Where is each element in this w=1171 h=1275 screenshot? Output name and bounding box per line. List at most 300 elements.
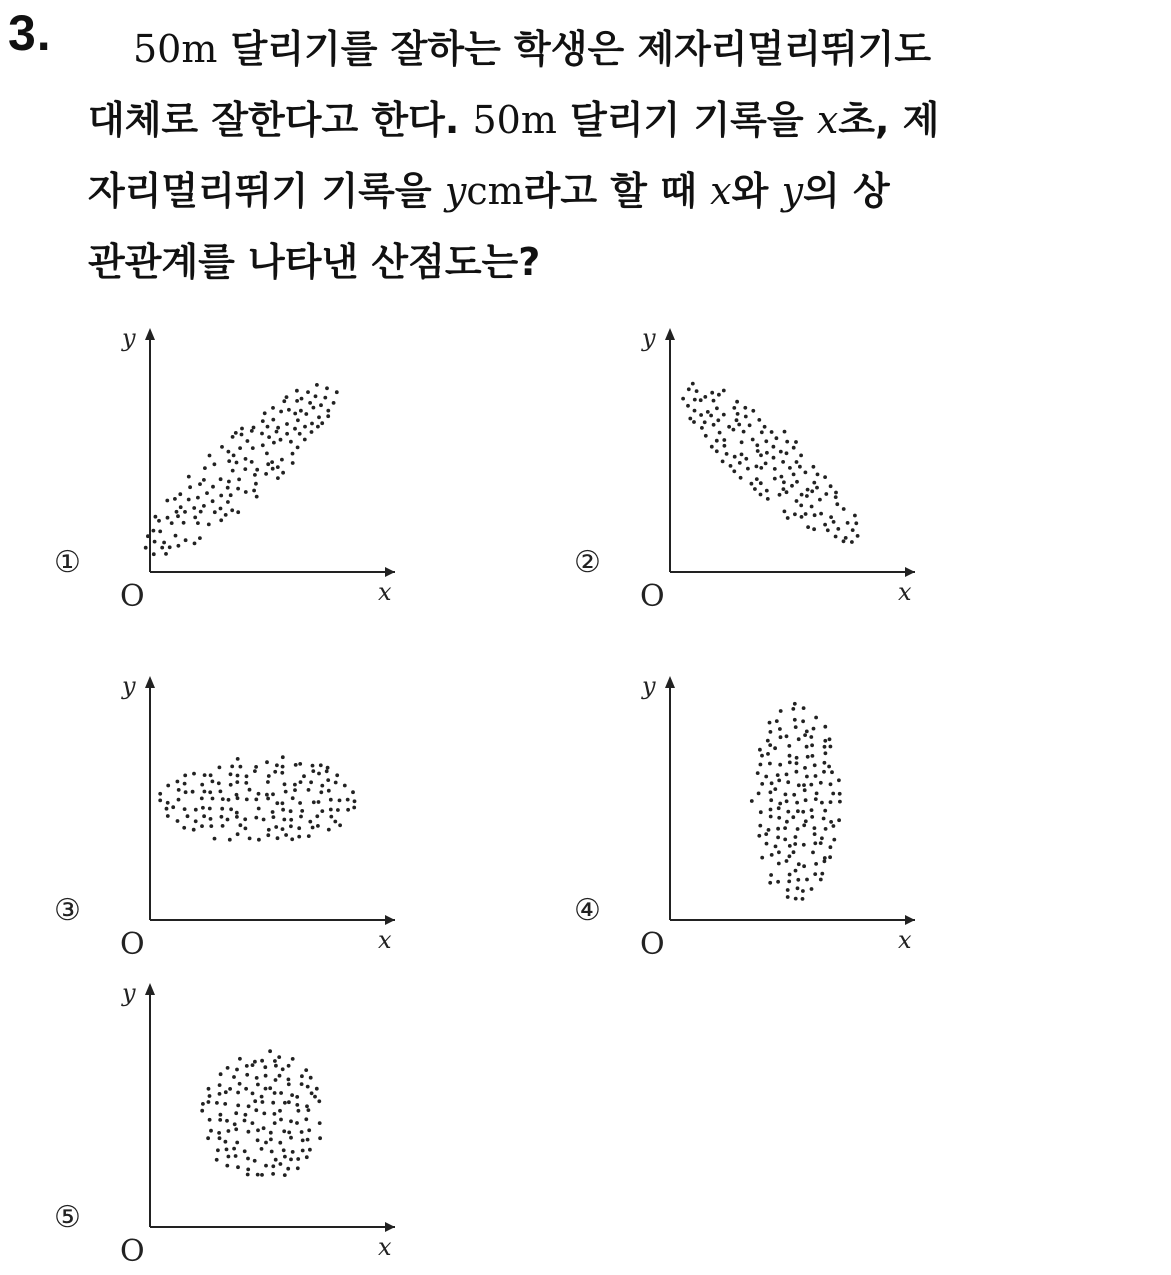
scatter-dot: [735, 400, 739, 404]
scatter-dot: [228, 1087, 232, 1091]
scatter-dot: [353, 799, 357, 803]
scatter-dot: [255, 468, 259, 472]
scatter-dot: [291, 452, 295, 456]
scatter-dot: [227, 459, 231, 463]
scatter-dot: [299, 780, 303, 784]
scatter-dot: [329, 815, 333, 819]
scatter-dot: [244, 1087, 248, 1091]
scatter-dot: [274, 1064, 278, 1068]
scatter-dot: [260, 1095, 264, 1099]
math-cm: cm: [466, 169, 524, 213]
scatter-dot: [687, 387, 691, 391]
scatter-dot: [229, 772, 233, 776]
scatter-dot: [271, 1164, 275, 1168]
scatter-dot: [194, 808, 198, 812]
scatter-dot: [317, 1099, 321, 1103]
choice-number: ③: [54, 893, 81, 928]
scatter-dot: [801, 897, 805, 901]
scatter-dot: [759, 810, 763, 814]
scatter-dot: [727, 425, 731, 429]
scatter-dot: [219, 507, 223, 511]
scatter-dot: [744, 457, 748, 461]
scatter-dot: [276, 426, 280, 430]
scatter-dot: [308, 820, 312, 824]
scatter-dot: [695, 389, 699, 393]
scatter-dot: [211, 499, 215, 503]
scatter-dot: [736, 412, 740, 416]
scatter-dot: [819, 781, 823, 785]
scatter-points: [144, 383, 339, 556]
scatter-plot-4[interactable]: [570, 668, 970, 968]
y-axis-label: y: [122, 979, 136, 1007]
scatter-dot: [691, 382, 695, 386]
scatter-dot: [234, 1111, 238, 1115]
scatter-dot: [768, 721, 772, 725]
scatter-dot: [225, 1119, 229, 1123]
scatter-dot: [300, 397, 304, 401]
scatter-dot: [201, 1102, 205, 1106]
scatter-dot: [310, 430, 314, 434]
scatter-dot: [289, 440, 293, 444]
scatter-dot: [218, 1083, 222, 1087]
scatter-dot: [769, 730, 773, 734]
scatter-dot: [778, 763, 782, 767]
scatter-dot: [256, 1083, 260, 1087]
scatter-dot: [307, 1108, 311, 1112]
x-axis-label: x: [898, 578, 912, 606]
scatter-dot: [810, 489, 814, 493]
scatter-dot: [319, 790, 323, 794]
scatter-dot: [725, 452, 729, 456]
question-line-3: [88, 156, 1148, 227]
y-axis-arrow: [145, 328, 155, 340]
scatter-dot: [209, 1129, 213, 1133]
scatter-dot: [327, 789, 331, 793]
scatter-dot: [245, 774, 249, 778]
scatter-dot: [243, 467, 247, 471]
scatter-dot: [316, 824, 320, 828]
scatter-dot: [794, 897, 798, 901]
scatter-dot: [178, 492, 182, 496]
scatter-dot: [310, 422, 314, 426]
scatter-dot: [692, 420, 696, 424]
scatter-dot: [278, 1074, 282, 1078]
scatter-dot: [282, 1148, 286, 1152]
scatter-dot: [338, 823, 342, 827]
scatter-dot: [775, 719, 779, 723]
scatter-dot: [806, 488, 810, 492]
scatter-dot: [327, 828, 331, 832]
scatter-dot: [245, 798, 249, 802]
scatter-plot-3[interactable]: [50, 668, 450, 968]
scatter-dot: [289, 809, 293, 813]
scatter-dot: [239, 765, 243, 769]
scatter-dot: [819, 878, 823, 882]
scatter-dot: [268, 1086, 272, 1090]
scatter-dot: [282, 399, 286, 403]
scatter-dot: [772, 445, 776, 449]
math-50m: 50m: [133, 27, 218, 71]
scatter-dot: [329, 798, 333, 802]
scatter-dot: [778, 802, 782, 806]
scatter-dot: [207, 1087, 211, 1091]
scatter-dot: [764, 462, 768, 466]
scatter-dot: [244, 490, 248, 494]
scatter-dot: [208, 454, 212, 458]
scatter-dot: [269, 1138, 273, 1142]
scatter-dot: [782, 487, 786, 491]
scatter-dot: [165, 499, 169, 503]
scatter-dot: [346, 798, 350, 802]
scatter-dot: [251, 1063, 255, 1067]
scatter-dot: [196, 496, 200, 500]
scatter-dot: [179, 505, 183, 509]
scatter-dot: [801, 889, 805, 893]
text-run: 의 상: [803, 169, 890, 213]
scatter-dot: [308, 1148, 312, 1152]
scatter-dot: [290, 1093, 294, 1097]
scatter-dot: [810, 743, 814, 747]
scatter-dot: [838, 800, 842, 804]
scatter-dot: [244, 457, 248, 461]
scatter-dot: [832, 520, 836, 524]
scatter-dot: [806, 525, 810, 529]
scatter-dot: [832, 838, 836, 842]
x-axis-label: x: [378, 578, 392, 606]
scatter-dot: [770, 430, 774, 434]
scatter-dot: [744, 415, 748, 419]
scatter-dot: [236, 1091, 240, 1095]
scatter-dot: [201, 806, 205, 810]
scatter-dot: [796, 809, 800, 813]
x-axis-arrow: [385, 915, 395, 925]
scatter-dot: [757, 792, 761, 796]
scatter-dot: [834, 535, 838, 539]
scatter-dot: [829, 484, 833, 488]
scatter-dot: [325, 386, 329, 390]
scatter-dot: [829, 845, 833, 849]
scatter-dot: [311, 764, 315, 768]
scatter-dot: [306, 1085, 310, 1089]
scatter-dot: [334, 781, 338, 785]
scatter-dot: [279, 1091, 283, 1095]
scatter-dot: [317, 772, 321, 776]
scatter-dot: [263, 411, 267, 415]
scatter-dot: [706, 410, 710, 414]
scatter-dot: [177, 798, 181, 802]
text-run: 자리멀리뛰기 기록을: [88, 169, 445, 213]
y-axis-label: y: [642, 324, 656, 352]
scatter-dot: [281, 765, 285, 769]
scatter-dot: [200, 1109, 204, 1113]
scatter-dot: [316, 425, 320, 429]
scatter-dot: [187, 475, 191, 479]
scatter-plot-1[interactable]: [50, 320, 450, 620]
scatter-dot: [271, 467, 275, 471]
scatter-dot: [777, 862, 781, 866]
scatter-dot: [243, 817, 247, 821]
scatter-dot: [818, 498, 822, 502]
scatter-dot: [266, 797, 270, 801]
scatter-dot: [306, 1138, 310, 1142]
scatter-dot: [158, 799, 162, 803]
scatter-dot: [803, 788, 807, 792]
scatter-dot: [219, 518, 223, 522]
scatter-dot: [772, 456, 776, 460]
scatter-dot: [318, 1121, 322, 1125]
scatter-dot: [732, 469, 736, 473]
scatter-dot: [271, 810, 275, 814]
scatter-dot: [243, 1119, 247, 1123]
scatter-dot: [815, 792, 819, 796]
scatter-dot: [240, 433, 244, 437]
scatter-dot: [290, 837, 294, 841]
scatter-dot: [194, 819, 198, 823]
scatter-dot: [802, 783, 806, 787]
scatter-dot: [829, 515, 833, 519]
scatter-dot: [802, 706, 806, 710]
scatter-dot: [799, 504, 803, 508]
scatter-dot: [232, 1075, 236, 1079]
scatter-dot: [809, 735, 813, 739]
scatter-dot: [192, 828, 196, 832]
scatter-dot: [834, 495, 838, 499]
scatter-dot: [171, 805, 175, 809]
scatter-points: [158, 755, 356, 841]
scatter-dot: [853, 514, 857, 518]
scatter-dot: [333, 820, 337, 824]
scatter-dot: [712, 423, 716, 427]
scatter-dot: [192, 506, 196, 510]
scatter-dot: [183, 782, 187, 786]
scatter-dot: [693, 409, 697, 413]
scatter-dot: [320, 421, 324, 425]
scatter-dot: [289, 1158, 293, 1162]
scatter-dot: [766, 739, 770, 743]
scatter-dot: [332, 401, 336, 405]
scatter-dot: [732, 406, 736, 410]
scatter-dot: [273, 770, 277, 774]
scatter-dot: [254, 816, 258, 820]
scatter-dot: [785, 440, 789, 444]
scatter-dot: [157, 519, 161, 523]
scatter-dot: [813, 826, 817, 830]
scatter-dot: [211, 797, 215, 801]
scatter-dot: [168, 545, 172, 549]
scatter-dot: [193, 542, 197, 546]
scatter-dot: [213, 462, 217, 466]
scatter-dot: [788, 466, 792, 470]
scatter-dot: [756, 449, 760, 453]
scatter-dot: [219, 477, 223, 481]
scatter-dot: [260, 1147, 264, 1151]
scatter-dot: [746, 467, 750, 471]
scatter-dot: [284, 790, 288, 794]
scatter-dot: [224, 1090, 228, 1094]
scatter-dot: [315, 383, 319, 387]
scatter-dot: [779, 735, 783, 739]
scatter-dot: [220, 445, 224, 449]
scatter-dot: [211, 485, 215, 489]
scatter-dot: [783, 430, 787, 434]
math-y: y: [781, 169, 804, 213]
scatter-dot: [246, 1173, 250, 1177]
scatter-dot: [795, 801, 799, 805]
scatter-dot: [786, 888, 790, 892]
scatter-dot: [812, 481, 816, 485]
choice-number: ②: [574, 545, 601, 580]
scatter-dot: [293, 427, 297, 431]
scatter-dot: [758, 748, 762, 752]
scatter-dot: [291, 1150, 295, 1154]
scatter-dot: [805, 878, 809, 882]
scatter-dot: [203, 466, 207, 470]
scatter-dot: [239, 823, 243, 827]
scatter-dot: [773, 787, 777, 791]
scatter-dot: [325, 769, 329, 773]
scatter-dot: [227, 1155, 231, 1159]
scatter-dot: [787, 744, 791, 748]
scatter-dot: [253, 1060, 257, 1064]
scatter-dot: [317, 800, 321, 804]
scatter-dot: [282, 1129, 286, 1133]
scatter-dot: [219, 790, 223, 794]
scatter-dot: [186, 814, 190, 818]
scatter-dot: [823, 739, 827, 743]
scatter-dot: [793, 718, 797, 722]
scatter-dot: [271, 418, 275, 422]
scatter-points: [681, 382, 859, 544]
scatter-dot: [264, 1087, 268, 1091]
scatter-dot: [335, 773, 339, 777]
scatter-dot: [261, 1100, 265, 1104]
scatter-dot: [211, 780, 215, 784]
scatter-dot: [304, 1068, 308, 1072]
choice-number: ⑤: [54, 1200, 81, 1235]
scatter-dot: [765, 842, 769, 846]
scatter-dot: [757, 418, 761, 422]
choice-number: ①: [54, 545, 81, 580]
scatter-dot: [811, 851, 815, 855]
scatter-dot: [773, 477, 777, 481]
scatter-plot-5[interactable]: [50, 975, 450, 1275]
scatter-dot: [795, 460, 799, 464]
scatter-dot: [271, 792, 275, 796]
origin-label: O: [120, 579, 145, 614]
scatter-dot: [793, 512, 797, 516]
scatter-dot: [787, 880, 791, 884]
scatter-dot: [281, 808, 285, 812]
scatter-dot: [193, 516, 197, 520]
scatter-dot: [234, 1154, 238, 1158]
scatter-dot: [236, 832, 240, 836]
scatter-dot: [236, 510, 240, 514]
scatter-dot: [755, 465, 759, 469]
scatter-dot: [160, 546, 164, 550]
scatter-dot: [232, 1147, 236, 1151]
scatter-dot: [226, 486, 230, 490]
scatter-dot: [760, 754, 764, 758]
scatter-dot: [200, 783, 204, 787]
scatter-dot: [281, 801, 285, 805]
scatter-dot: [274, 1158, 278, 1162]
scatter-dot: [738, 461, 742, 465]
scatter-dot: [286, 1167, 290, 1171]
scatter-dot: [785, 773, 789, 777]
scatter-dot: [814, 797, 818, 801]
scatter-dot: [248, 837, 252, 841]
scatter-dot: [262, 1126, 266, 1130]
scatter-dot: [275, 430, 279, 434]
scatter-dot: [768, 762, 772, 766]
scatter-dot: [782, 480, 786, 484]
scatter-dot: [804, 798, 808, 802]
scatter-dot: [298, 801, 302, 805]
scatter-dot: [227, 480, 231, 484]
scatter-dot: [198, 536, 202, 540]
scatter-dot: [287, 1131, 291, 1135]
scatter-dot: [699, 413, 703, 417]
scatter-dot: [312, 800, 316, 804]
scatter-dot: [732, 428, 736, 432]
scatter-dot: [162, 541, 166, 545]
scatter-dot: [320, 784, 324, 788]
scatter-dot: [326, 414, 330, 418]
scatter-dot: [300, 809, 304, 813]
scatter-dot: [805, 494, 809, 498]
scatter-dot: [338, 799, 342, 803]
scatter-dot: [200, 797, 204, 801]
scatter-dot: [219, 494, 223, 498]
scatter-dot: [814, 716, 818, 720]
scatter-dot: [183, 807, 187, 811]
scatter-dot: [209, 817, 213, 821]
scatter-dot: [295, 1095, 299, 1099]
scatter-dot: [202, 814, 206, 818]
scatter-dot: [816, 473, 820, 477]
scatter-dot: [284, 833, 288, 837]
scatter-dot: [245, 1064, 249, 1068]
scatter-dot: [294, 763, 298, 767]
scatter-dot: [256, 1128, 260, 1132]
scatter-dot: [829, 820, 833, 824]
scatter-dot: [289, 824, 293, 828]
scatter-dot: [823, 856, 827, 860]
scatter-dot: [202, 504, 206, 508]
scatter-dot: [318, 1136, 322, 1140]
scatter-dot: [823, 475, 827, 479]
scatter-dot: [301, 1149, 305, 1153]
question-line-2: [88, 85, 1148, 156]
scatter-dot: [801, 810, 805, 814]
scatter-dot: [828, 737, 832, 741]
scatter-dot: [272, 815, 276, 819]
scatter-dot: [281, 1067, 285, 1071]
scatter-dot: [776, 880, 780, 884]
scatter-dot: [326, 766, 330, 770]
scatter-dot: [196, 521, 200, 525]
question-line-4: [88, 227, 1148, 298]
scatter-dot: [788, 854, 792, 858]
scatter-dot: [207, 1100, 211, 1104]
scatter-dot: [312, 406, 316, 410]
scatter-dot: [812, 465, 816, 469]
scatter-plot-2[interactable]: [570, 320, 970, 620]
scatter-dot: [739, 476, 743, 480]
scatter-dot: [820, 836, 824, 840]
scatter-dot: [819, 841, 823, 845]
scatter-dot: [851, 528, 855, 532]
